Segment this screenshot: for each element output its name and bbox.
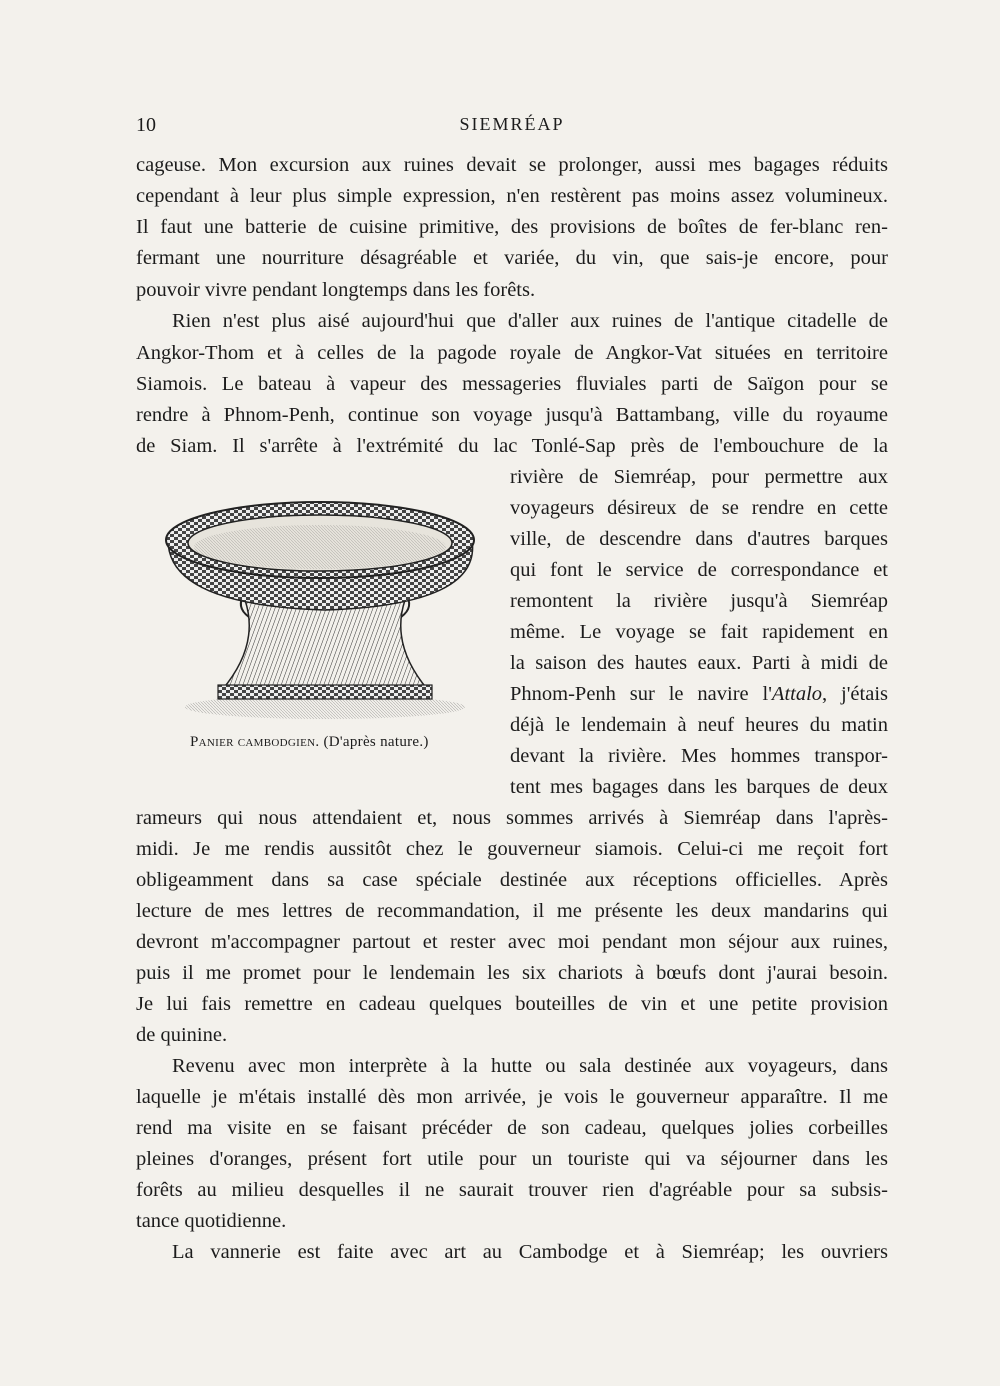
text-line: devront m'accompagner partout et rester avec moi pendant mon séjour aux ruines, xyxy=(136,931,888,953)
text-line: rend ma visite en se faisant précéder de son cadeau, quelques jolies corbeilles xyxy=(136,1117,888,1139)
text-line: rendre à Phnom-Penh, continue son voyage jusqu'à Battambang, ville du royaume xyxy=(136,404,888,426)
text-line: la saison des hautes eaux. Parti à midi de xyxy=(510,652,888,674)
text-line: La vannerie est faite avec art au Cambodge et à Siemréap; les ouvriers xyxy=(172,1241,888,1263)
page-header xyxy=(136,114,888,144)
text-line: devant la rivière. Mes hommes transpor- xyxy=(510,745,888,767)
text-line: Je lui fais remettre en cadeau quelques bouteilles de vin et une petite provision xyxy=(136,993,888,1015)
basket-engraving xyxy=(150,495,490,730)
text-line: voyageurs désireux de se rendre en cette xyxy=(510,497,888,519)
text-line: fermant une nourriture désagréable et variée, du vin, que sais-je encore, pour xyxy=(136,247,888,269)
text-line: déjà le lendemain à neuf heures du matin xyxy=(510,714,888,736)
text-line: de Siam. Il s'arrête à l'extrémité du lac Tonlé-Sap près de l'embouchure de la xyxy=(136,435,888,457)
text-line: remontent la rivière jusqu'à Siemréap xyxy=(510,590,888,612)
text-line: pleines d'oranges, présent fort utile pour un touriste qui va séjourner dans les xyxy=(136,1148,888,1170)
text-line: laquelle je m'étais installé dès mon arrivée, je vois le gouverneur apparaître. Il me xyxy=(136,1086,888,1108)
text-line: Rien n'est plus aisé aujourd'hui que d'aller aux ruines de l'antique citadelle de xyxy=(172,310,888,332)
text-line: de quinine. xyxy=(136,1024,228,1046)
text-line: cependant à leur plus simple expression, n'en restèrent pas moins assez volumineux. xyxy=(136,185,888,207)
text-line: rameurs qui nous attendaient et, nous sommes arrivés à Siemréap dans l'après- xyxy=(136,807,888,829)
text-line: cageuse. Mon excursion aux ruines devait se prolonger, aussi mes bagages réduits xyxy=(136,154,888,176)
text-line: Angkor-Thom et à celles de la pagode royale de Angkor-Vat situées en territoire xyxy=(136,342,888,364)
text-line: Revenu avec mon interprète à la hutte ou sala destinée aux voyageurs, dans xyxy=(172,1055,888,1077)
text-line: forêts au milieu desquelles il ne saurait trouver rien d'agréable pour sa subsis- xyxy=(136,1179,888,1201)
text-line xyxy=(510,680,888,708)
caption-note: (D'après nature.) xyxy=(323,734,429,750)
text-line: tance quotidienne. xyxy=(136,1210,287,1232)
text-line: midi. Je me rendis aussitôt chez le gouverneur siamois. Celui-ci me reçoit fort xyxy=(136,838,888,860)
caption-title: Panier cambodgien. xyxy=(190,734,320,750)
text-line: puis il me promet pour le lendemain les six chariots à bœufs dont j'aurai besoin. xyxy=(136,962,888,984)
running-title: SIEMRÉAP xyxy=(459,114,565,134)
text-line: même. Le voyage se fait rapidement en xyxy=(510,621,888,643)
page-number: 10 xyxy=(136,114,156,136)
text-line: tent mes bagages dans les barques de deux xyxy=(510,776,888,798)
text-line: lecture de mes lettres de recommandation, il me présente les deux mandarins qui xyxy=(136,900,888,922)
figure-caption xyxy=(190,734,480,751)
text-line: Siamois. Le bateau à vapeur des messageries fluviales parti de Saïgon pour se xyxy=(136,373,888,395)
text-line: Il faut une batterie de cuisine primitive, des provisions de boîtes de fer-blanc ren- xyxy=(136,216,888,238)
text-line: rivière de Siemréap, pour permettre aux xyxy=(510,466,888,488)
basket-illustration xyxy=(150,495,490,730)
text-line: pouvoir vivre pendant longtemps dans les forêts. xyxy=(136,279,536,301)
text-fragment: , j'étais xyxy=(822,683,888,705)
text-fragment: Phnom-Penh sur le navire l' xyxy=(510,683,772,705)
text-line: obligeamment dans sa case spéciale destinée aux réceptions officielles. Après xyxy=(136,869,888,891)
ship-name: Attalo xyxy=(771,683,823,705)
text-line: qui font le service de correspondance et xyxy=(510,559,888,581)
text-line: ville, de descendre dans d'autres barques xyxy=(510,528,888,550)
